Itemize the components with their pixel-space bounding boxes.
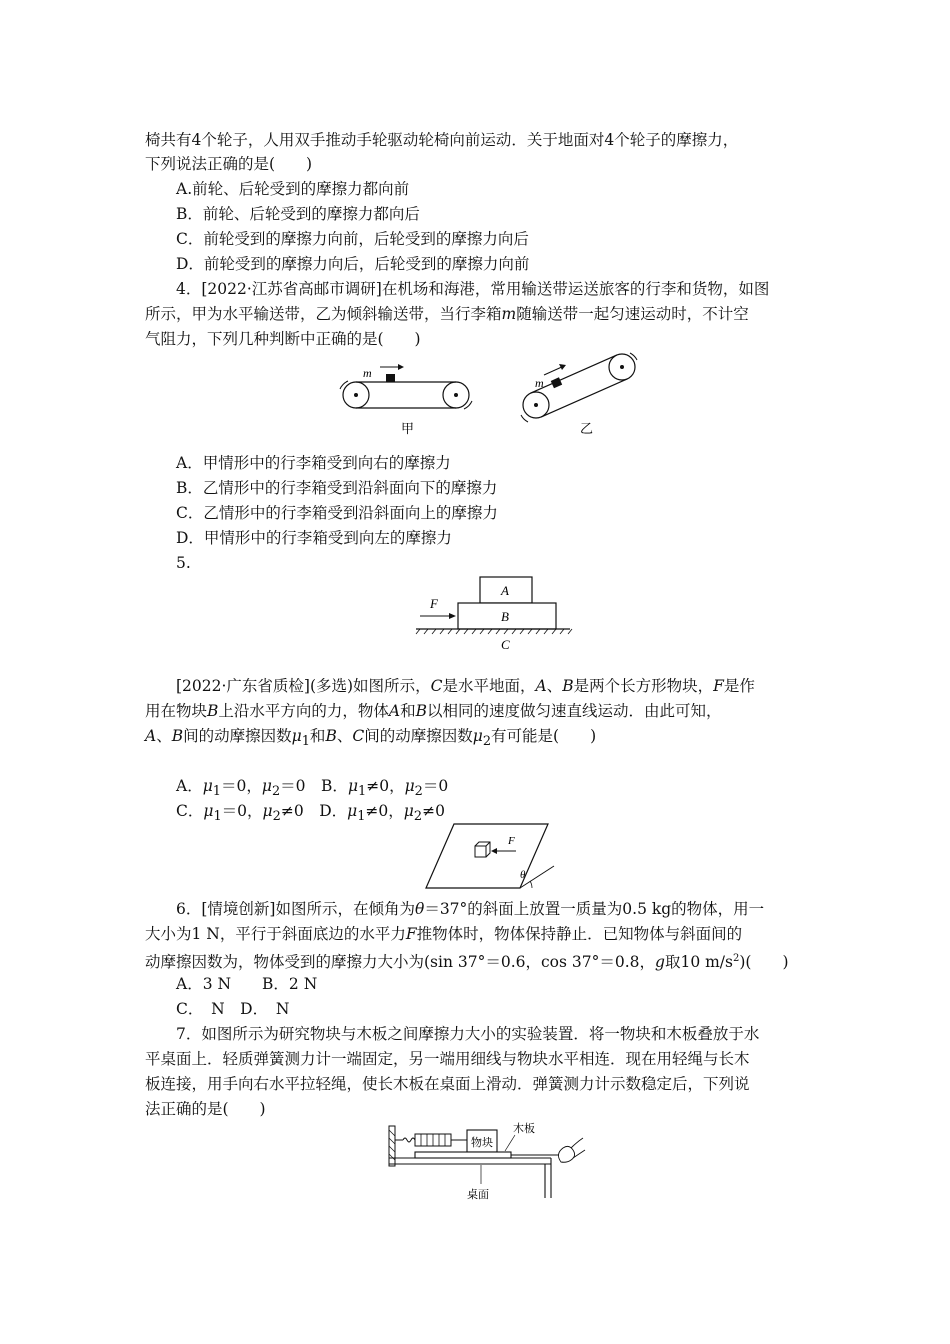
q3-option-d: D．前轮受到的摩擦力向后，后轮受到的摩擦力向前 xyxy=(176,255,530,273)
q4-option-c: C．乙情形中的行李箱受到沿斜面向上的摩擦力 xyxy=(176,504,498,522)
q6-options-cd: C． N D． N xyxy=(176,1000,290,1018)
q7-fig-label-table: 桌面 xyxy=(467,1189,489,1201)
q5-stem-line-2: 用在物块B上沿水平方向的力，物体A和B以相同的速度做匀速直线运动．由此可知， xyxy=(145,702,722,720)
q6-fig-label-f: F xyxy=(508,835,515,847)
fixed-wall xyxy=(389,1126,395,1166)
q4-stem-line-1: 4．[2022·江苏省高邮市调研]在机场和海港，常用输送带运送旅客的行李和货物，如图 xyxy=(176,280,770,298)
q4-option-d: D．甲情形中的行李箱受到向左的摩擦力 xyxy=(176,529,452,547)
q5-fig-label-b: B xyxy=(501,609,509,624)
q6-stem-line-1: 6．[情境创新]如图所示，在倾角为θ＝37°的斜面上放置一质量为0.5 kg的物体，用一 xyxy=(176,900,765,918)
q6-fig-label-theta: θ xyxy=(520,869,526,881)
q5-fig-label-c: C xyxy=(501,637,510,652)
q4-fig-label-m-2: m xyxy=(535,376,544,390)
q5-blocks-figure xyxy=(410,573,580,653)
q4-fig-label-yi: 乙 xyxy=(580,421,594,436)
q3-stem-line-1: 椅共有4个轮子，人用双手推动手轮驱动轮椅向前运动．关于地面对4个轮子的摩擦力， xyxy=(145,131,739,149)
q7-fig-label-block: 物块 xyxy=(471,1137,493,1149)
q7-fig-label-board: 木板 xyxy=(513,1123,535,1135)
q5-stem-line-3: A、B间的动摩擦因数$\mu_1$和B、C间的动摩擦因数$\mu_2$有可能是( ) xyxy=(145,727,597,750)
ground-hatch xyxy=(416,629,572,634)
q7-stem-line-3: 板连接，用手向右水平拉轻绳，使长木板在桌面上滑动．弹簧测力计示数稳定后，下列说 xyxy=(145,1075,750,1093)
q4-stem-line-3: 气阻力，下列几种判断中正确的是( ) xyxy=(145,330,421,348)
q7-stem-line-1: 7．如图所示为研究物块与木板之间摩擦力大小的实验装置．将一物块和木板叠放于水 xyxy=(176,1025,760,1043)
q5-stem-line-1: [2022·广东省质检](多选)如图所示，C是水平地面，A、B是两个长方形物块，F是作 xyxy=(176,677,755,695)
q6-stem-line-2: 大小为1 N，平行于斜面底边的水平力F推物体时，物体保持静止．已知物体与斜面间的 xyxy=(145,925,743,943)
q4-option-a: A．甲情形中的行李箱受到向右的摩擦力 xyxy=(176,454,451,472)
q3-option-c: C．前轮受到的摩擦力向前，后轮受到的摩擦力向后 xyxy=(176,230,529,248)
hand-icon xyxy=(558,1138,585,1162)
q5-number: 5. xyxy=(176,554,191,572)
wooden-board xyxy=(415,1152,511,1158)
q3-option-b: B．前轮、后轮受到的摩擦力都向后 xyxy=(176,205,420,223)
q4-option-b: B．乙情形中的行李箱受到沿斜面向下的摩擦力 xyxy=(176,479,498,497)
q5-options-ab: A．$\mu_1=0$，$\mu_2=0$ B．$\mu_1\ne 0$，$\mu_2=0$ xyxy=(176,777,449,800)
q4-conveyor-figure xyxy=(330,345,650,437)
q5-fig-label-f: F xyxy=(430,596,438,611)
q6-options-ab: A．3 N B．2 N xyxy=(176,975,318,993)
spring-scale xyxy=(395,1134,467,1146)
q7-stem-line-4: 法正确的是( ) xyxy=(145,1100,266,1118)
q7-apparatus-figure xyxy=(385,1118,595,1210)
q3-stem-line-2: 下列说法正确的是( ) xyxy=(145,155,313,173)
q7-stem-line-2: 平桌面上．轻质弹簧测力计一端固定，另一端用细线与物块水平相连．现在用轻绳与长木 xyxy=(145,1050,750,1068)
q3-option-a: A.前轮、后轮受到的摩擦力都向前 xyxy=(176,180,410,198)
q5-fig-label-a: A xyxy=(501,583,509,598)
q6-stem-line-3: 动摩擦因数为，物体受到的摩擦力大小为(sin 37°＝0.6，cos 37°＝0.8，g取10 $m/s^2$)( ) xyxy=(145,953,789,972)
q6-incline-figure xyxy=(420,820,556,892)
q4-fig-label-jia: 甲 xyxy=(401,421,415,436)
q4-fig-label-m-1: m xyxy=(363,366,372,380)
horizontal-conveyor xyxy=(340,364,472,409)
q4-stem-line-2: 所示，甲为水平输送带，乙为倾斜输送带，当行李箱m随输送带一起匀速运动时，不计空 xyxy=(145,305,749,323)
q5-options-cd: C．$\mu_1=0$，$\mu_2\ne 0$ D．$\mu_1\ne 0$，$\mu_2\ne 0$ xyxy=(176,802,445,825)
